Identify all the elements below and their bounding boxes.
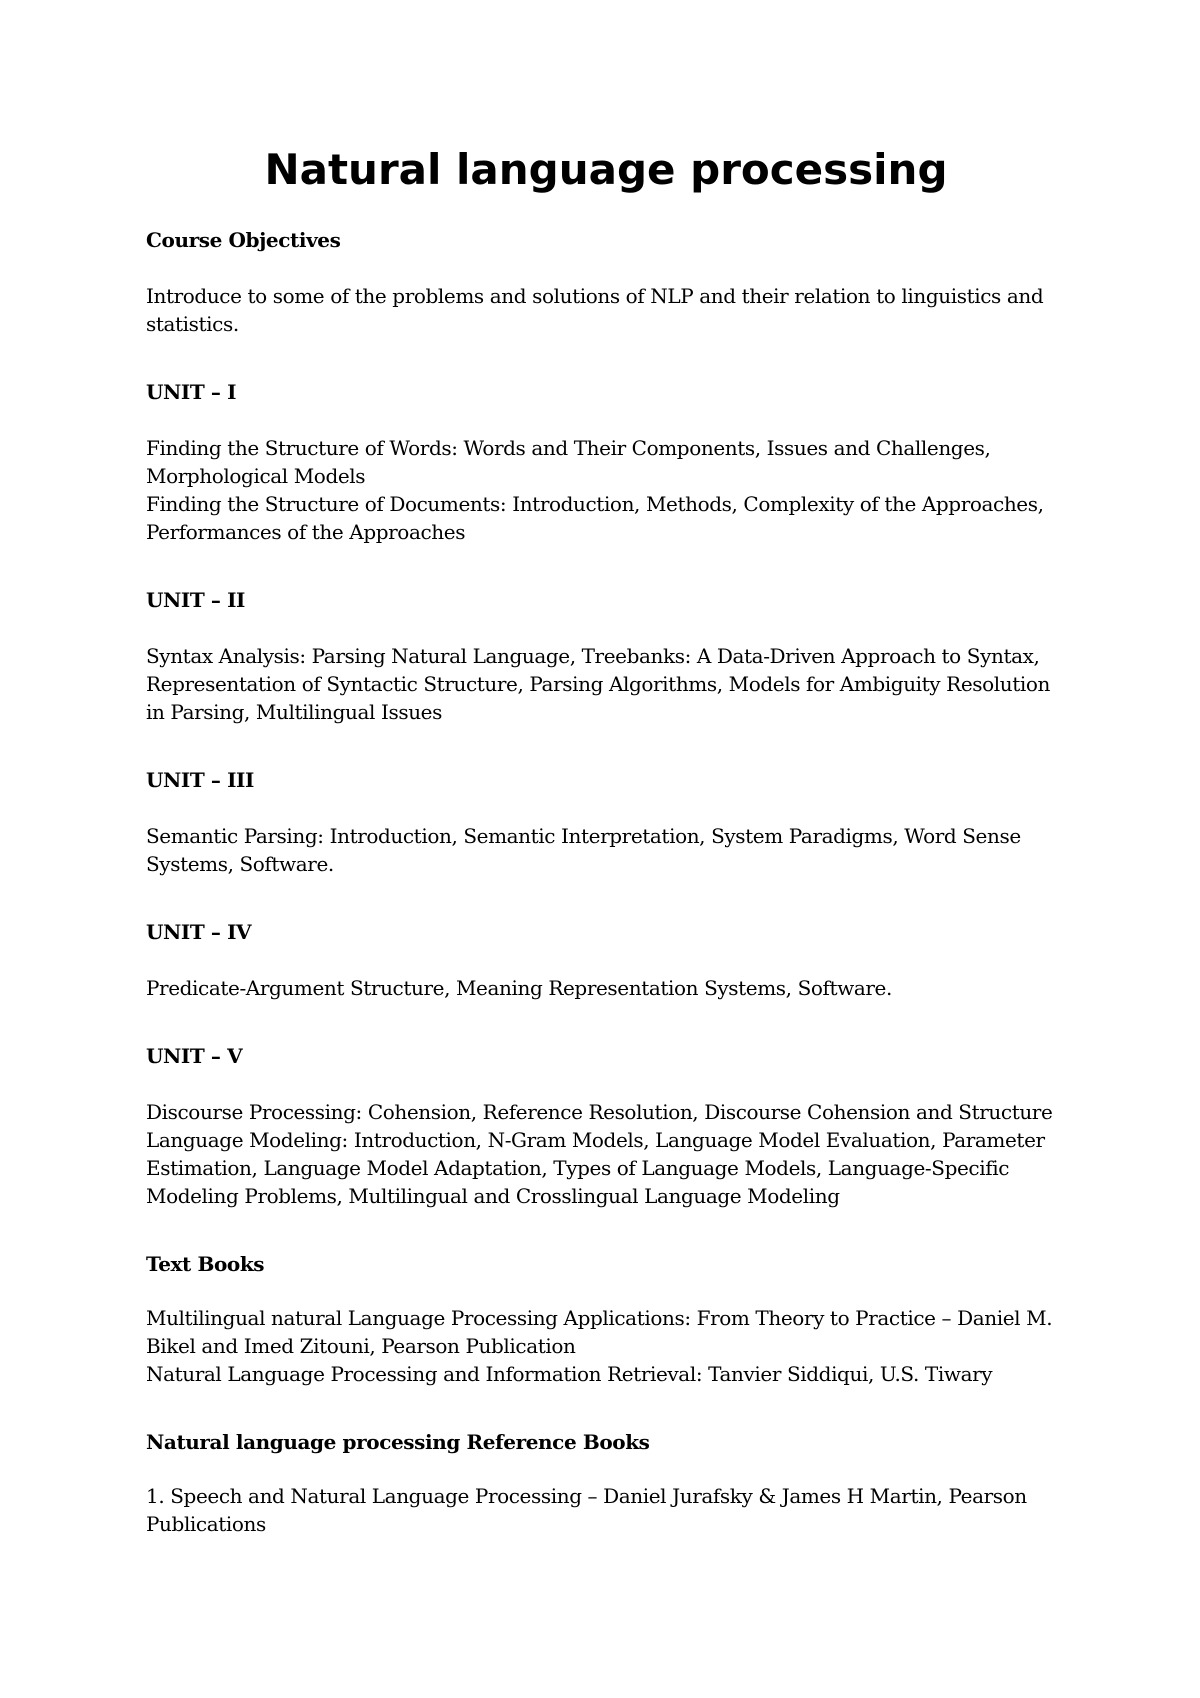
- unit-2-text: [146, 642, 1066, 726]
- section-heading-unit-2: UNIT – II: [146, 588, 245, 612]
- text-line: Performances of the Approaches: [146, 520, 466, 544]
- text-line: Estimation, Language Model Adaptation, Types of Language Models, Language-Specific: [146, 1156, 1010, 1180]
- text-line: in Parsing, Multilingual Issues: [146, 700, 442, 724]
- text-line: Natural Language Processing and Information Retrieval: Tanvier Siddiqui, U.S. Tiwary: [146, 1362, 993, 1386]
- unit-4-text: [146, 974, 1066, 1002]
- text-line: Predicate-Argument Structure, Meaning Representation Systems, Software.: [146, 976, 892, 1000]
- document-title: Natural language processing: [264, 145, 948, 194]
- text-line: Syntax Analysis: Parsing Natural Language, Treebanks: A Data-Driven Approach to Syntax,: [146, 644, 1040, 668]
- section-heading-text-books: Text Books: [146, 1252, 265, 1276]
- section-heading-unit-5: UNIT – V: [146, 1044, 243, 1068]
- section-heading-unit-4: UNIT – IV: [146, 920, 252, 944]
- text-line: Language Modeling: Introduction, N-Gram Models, Language Model Evaluation, Parameter: [146, 1128, 1045, 1152]
- text-line: Finding the Structure of Words: Words and Their Components, Issues and Challenges,: [146, 436, 991, 460]
- unit-5-text: [146, 1098, 1066, 1210]
- course-objectives-text: [146, 282, 1066, 338]
- unit-3-text: [146, 822, 1066, 878]
- text-line: Modeling Problems, Multilingual and Crosslingual Language Modeling: [146, 1184, 840, 1208]
- text-line: 1. Speech and Natural Language Processing – Daniel Jurafsky & James H Martin, Pearson: [146, 1484, 1027, 1508]
- text-line: Publications: [146, 1512, 266, 1536]
- unit-1-text: [146, 434, 1066, 546]
- text-line: Introduce to some of the problems and solutions of NLP and their relation to linguistics and: [146, 284, 1044, 308]
- reference-books-list: [146, 1482, 1066, 1538]
- text-line: statistics.: [146, 312, 239, 336]
- text-line: Morphological Models: [146, 464, 366, 488]
- text-books-list: [146, 1304, 1066, 1388]
- text-line: Semantic Parsing: Introduction, Semantic Interpretation, System Paradigms, Word Sense: [146, 824, 1021, 848]
- section-heading-unit-3: UNIT – III: [146, 768, 254, 792]
- text-line: Systems, Software.: [146, 852, 334, 876]
- section-heading-unit-1: UNIT – I: [146, 380, 237, 404]
- text-line: Discourse Processing: Cohension, Reference Resolution, Discourse Cohension and Structure: [146, 1100, 1053, 1124]
- text-line: Multilingual natural Language Processing Applications: From Theory to Practice – Daniel M.: [146, 1306, 1053, 1330]
- text-line: Finding the Structure of Documents: Introduction, Methods, Complexity of the Approaches,: [146, 492, 1044, 516]
- text-line: Bikel and Imed Zitouni, Pearson Publication: [146, 1334, 576, 1358]
- text-line: Representation of Syntactic Structure, Parsing Algorithms, Models for Ambiguity Resolution: [146, 672, 1050, 696]
- section-heading-course-objectives: Course Objectives: [146, 228, 341, 252]
- section-heading-reference-books: Natural language processing Reference Books: [146, 1430, 650, 1454]
